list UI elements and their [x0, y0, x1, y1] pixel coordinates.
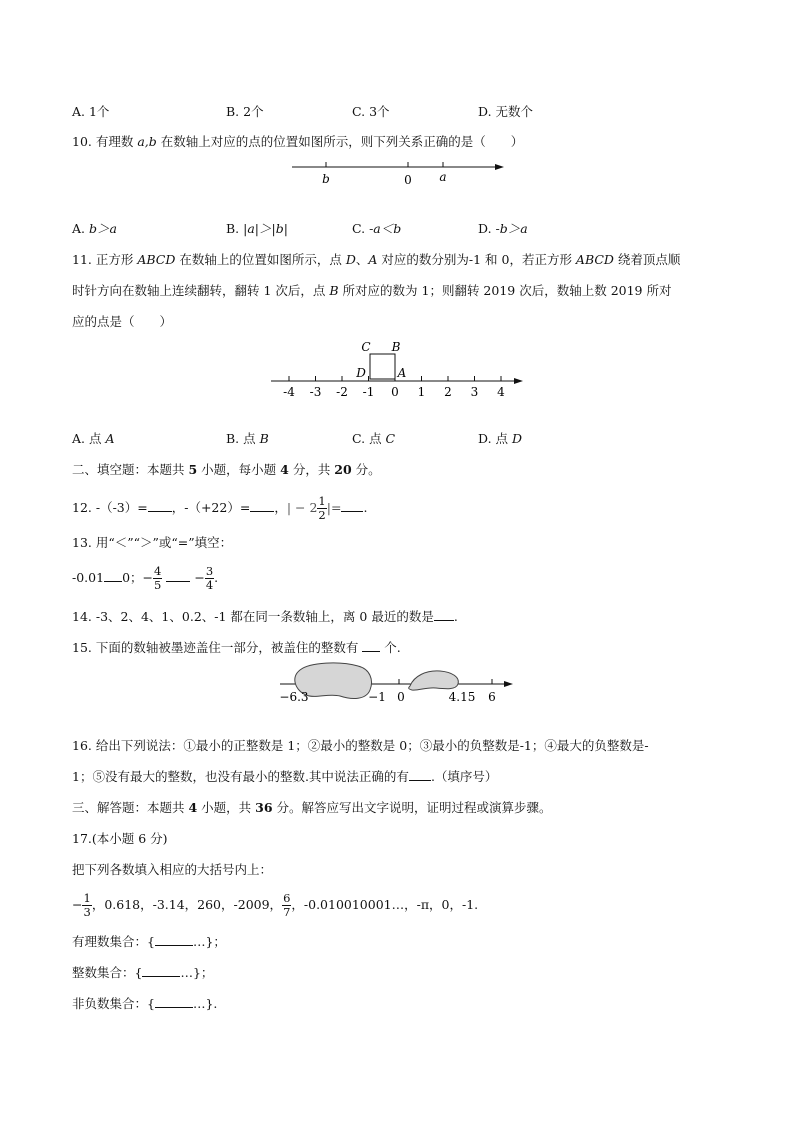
q11-option-b: B. 点 B: [226, 431, 269, 446]
q11-label-c: C: [361, 340, 371, 354]
q11-label-b: B: [391, 340, 401, 354]
q9-option-d: D. 无数个: [478, 104, 534, 119]
q11-label-d: D: [356, 366, 366, 380]
q14-blank[interactable]: [434, 608, 454, 621]
section2-heading: 二、填空题：本题共 5 小题，每小题 4 分，共 20 分。: [72, 462, 381, 477]
q14-line: 14. -3、2、4、1、0.2、-1 都在同一条数轴上，离 0 最近的数是 .: [72, 609, 458, 624]
q13-fraction-1: $\frac{4}{5}$: [154, 564, 162, 592]
q11-square-figure: [265, 336, 530, 404]
q11-label-a: A: [397, 366, 407, 380]
q12-blank-3[interactable]: [341, 499, 363, 512]
q16-line1: 16. 给出下列说法：①最小的正整数是 1；②最小的整数是 0；③最小的负整数是-1；④最大的负整数是-: [72, 738, 649, 753]
q17-set-nonnegative: 非负数集合：{ …}.: [72, 996, 218, 1011]
ink-blot-right: [409, 671, 459, 690]
q11-option-d: D. 点 D: [478, 431, 523, 446]
q10-number-line: [280, 155, 510, 189]
q11-tick-label: 1: [417, 385, 426, 399]
q11-option-c: C. 点 C: [352, 431, 396, 446]
q17-set-integer: 整数集合：{ …}；: [72, 965, 214, 980]
section3-heading: 三、解答题：本题共 4 小题，共 36 分。解答应写出文字说明，证明过程或演算步骤。: [72, 800, 552, 815]
q13-blank-2[interactable]: [166, 569, 190, 582]
q17-header: 17.(本小题 6 分): [72, 831, 168, 846]
q10-option-c: C. -a＜b: [352, 221, 402, 236]
q17-blank-integer[interactable]: [142, 964, 180, 977]
q16-line2: 1；⑤没有最大的整数，也没有最小的整数.其中说法正确的有 .（填序号）: [72, 769, 498, 784]
q10-label-a: a: [439, 170, 447, 184]
q13-fraction-2: $\frac{3}{4}$: [205, 564, 214, 592]
q11-tick-label: 0: [391, 385, 399, 399]
q9-option-b: B. 2个: [226, 104, 264, 119]
q9-option-c: C. 3个: [352, 104, 390, 119]
q11-stem-line2: 时针方向在数轴上连续翻转，翻转 1 次后，点 B 所对应的数为 1；则翻转 2019 次后，数轴上数 2019 所对: [72, 283, 672, 298]
q15-label-neg1: −1: [368, 690, 386, 704]
q17-instruction: 把下列各数填入相应的大括号内上：: [72, 862, 273, 877]
q11-stem-line1: 11. 正方形 ABCD 在数轴上的位置如图所示，点 D、A 对应的数分别为-1 和 0，若正方形 ABCD 绕着顶点顺: [72, 252, 681, 267]
q10-option-b: B. |a|＞|b|: [226, 221, 288, 236]
q12-blank-1[interactable]: [148, 499, 172, 512]
q10-label-zero: 0: [404, 173, 412, 187]
q16-blank[interactable]: [409, 768, 431, 781]
q13-stem: 13. 用“＜”“＞”或“=”填空：: [72, 535, 233, 550]
q15-ink-number-line: [270, 660, 520, 708]
q11-tick-label: 4: [497, 385, 505, 399]
q11-tick-label: -2: [336, 385, 348, 399]
q10-label-b: b: [322, 172, 330, 186]
q15-blank[interactable]: [362, 639, 380, 652]
q11-tick-label: 2: [444, 385, 452, 399]
q15-label-4-15: 4.15: [448, 690, 476, 704]
q11-stem-line3: 应的点是（ ）: [72, 314, 173, 329]
q17-fraction-1: $\frac{1}{3}$: [83, 891, 91, 919]
q9-option-a: A. 1个: [72, 104, 110, 119]
q13-blank-1[interactable]: [104, 569, 122, 582]
q11-tick-label: -3: [309, 385, 322, 399]
q13-line: -0.01 0；− $\frac{4}{5}$ − $\frac{3}{4}$ .: [72, 564, 219, 592]
q15-label-neg6-3: −6.3: [279, 690, 309, 704]
q15-label-zero: 0: [397, 690, 405, 704]
q15-label-6: 6: [488, 690, 496, 704]
q17-set-rational: 有理数集合：{ …}；: [72, 934, 226, 949]
q10-stem: 10. 有理数 a,b 在数轴上对应的点的位置如图所示，则下列关系正确的是（ ）: [72, 134, 524, 149]
q17-blank-nonnegative[interactable]: [155, 995, 193, 1008]
q12-fraction: $\frac{1}{2}$: [318, 494, 326, 522]
q17-numbers: − $\frac{1}{3}$ ，0.618，-3.14，260，-2009， $\frac{6}{7}$ ，-0.010010001…，-π，0，-1.: [72, 891, 479, 919]
q11-option-a: A. 点 A: [72, 431, 115, 446]
q12-blank-2[interactable]: [250, 499, 274, 512]
q11-tick-label: 3: [470, 385, 479, 399]
q11-tick-label: -4: [283, 385, 295, 399]
q12-line: 12. -（-3）= ，-（+22）= ，| − 2 $\frac{1}{2}$ |= .: [72, 494, 368, 522]
q15-line: 15. 下面的数轴被墨迹盖住一部分，被盖住的整数有 个.: [72, 640, 401, 655]
q17-fraction-2: $\frac{6}{7}$: [283, 891, 291, 919]
q10-option-d: D. -b＞a: [478, 221, 528, 236]
q10-option-a: A. b＞a: [72, 221, 117, 236]
q11-tick-label: -1: [362, 385, 375, 399]
q17-blank-rational[interactable]: [155, 933, 193, 946]
